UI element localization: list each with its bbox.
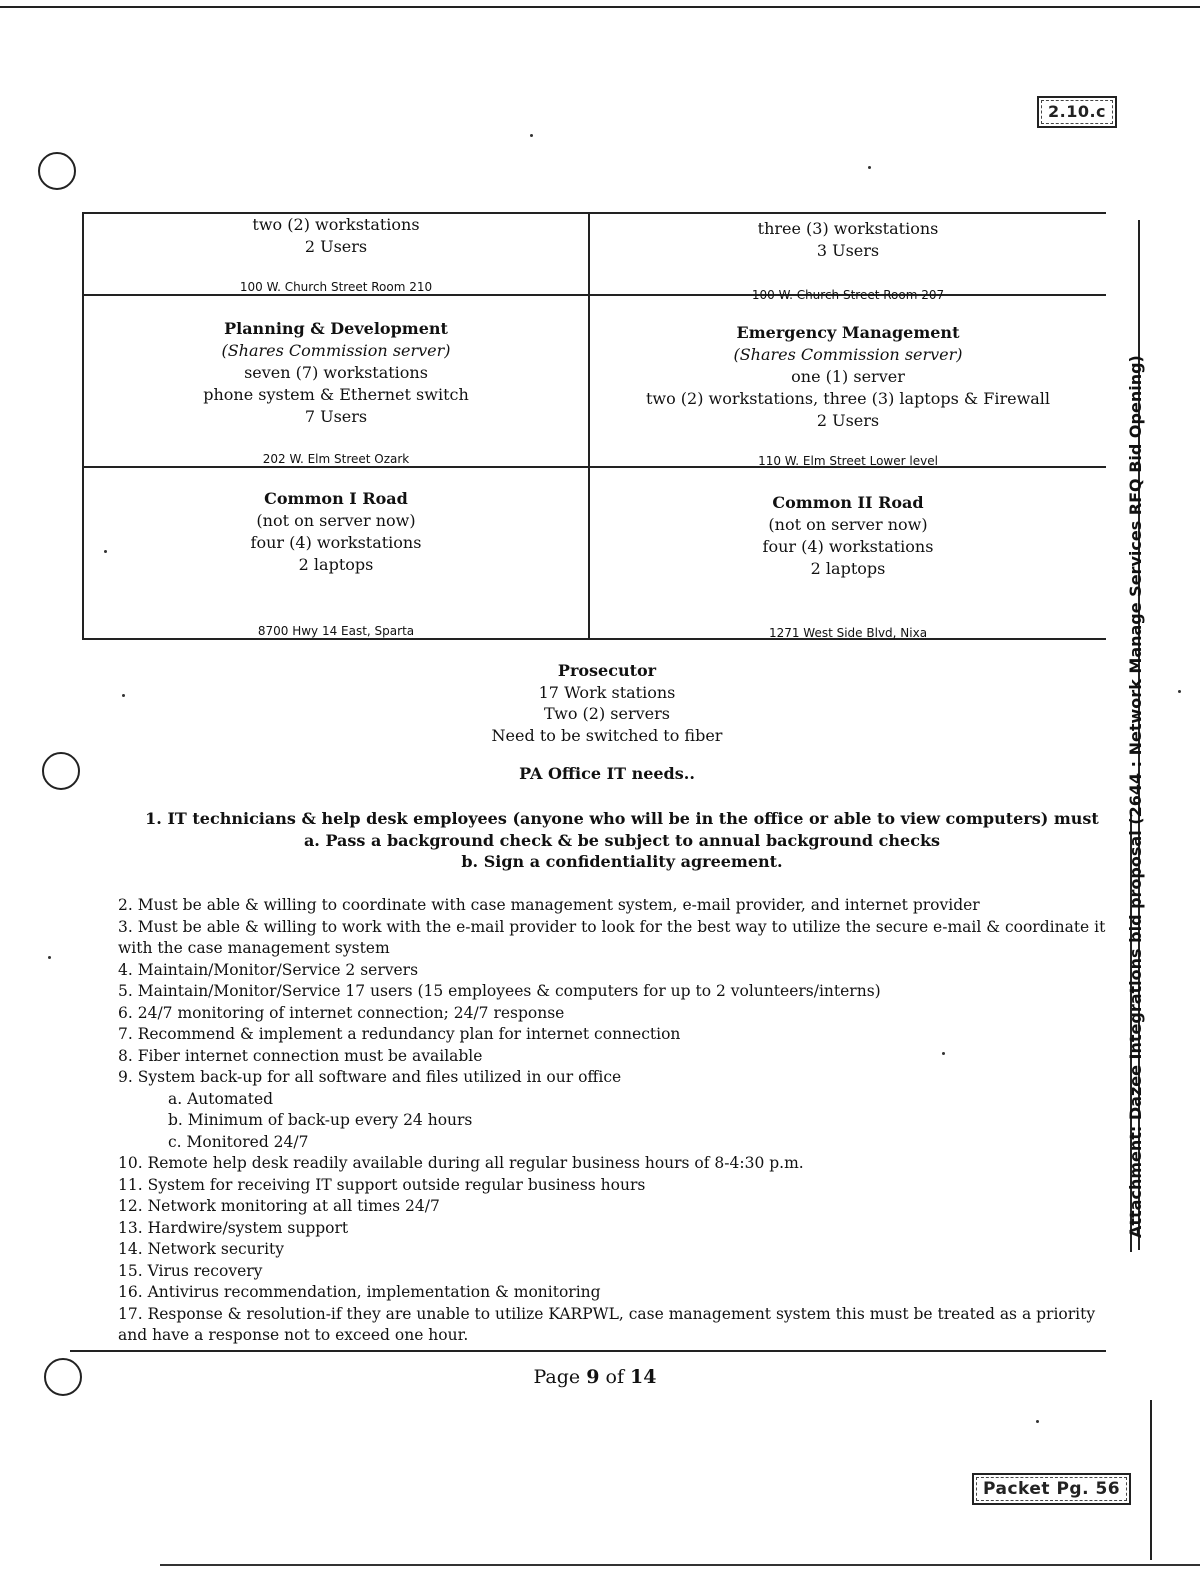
requirement-item: 13. Hardwire/system support xyxy=(118,1218,349,1237)
side-margin-rule xyxy=(1150,1400,1152,1560)
office-table-row xyxy=(82,468,1106,640)
office-name: Emergency Management xyxy=(736,323,960,342)
scan-speck xyxy=(868,166,871,169)
requirement-item: 15. Virus recovery xyxy=(118,1261,263,1280)
office-detail-line: 7 Users xyxy=(304,407,368,426)
office-detail-line: (not on server now) xyxy=(768,515,928,534)
office-detail-line: 3 Users xyxy=(816,241,880,260)
office-address: 202 W. Elm Street Ozark xyxy=(262,452,410,466)
requirement-item: 12. Network monitoring at all times 24/7 xyxy=(118,1197,440,1215)
top-border-rule xyxy=(0,6,1200,8)
requirement-item: 3. Must be able & willing to work with the e-mail provider to look for the best way to utilize the secure e-mail & coordinate it with the case management system xyxy=(118,917,1106,957)
office-detail-line: four (4) workstations xyxy=(250,533,422,552)
scan-speck xyxy=(48,956,51,959)
page-number-label: Page xyxy=(533,1366,581,1388)
office-detail-line: 2 laptops xyxy=(298,555,374,574)
office-cell xyxy=(82,296,590,466)
office-cell xyxy=(590,214,1106,302)
office-note: (Shares Commission server) xyxy=(733,345,963,364)
office-table-row xyxy=(82,296,1106,468)
requirement-item: 2. Must be able & willing to coordinate with case management system, e-mail provider, and internet provider xyxy=(118,896,980,914)
office-table-row xyxy=(82,212,1106,302)
page-number-total: 14 xyxy=(630,1366,657,1388)
requirement-item: 7. Recommend & implement a redundancy plan for internet connection xyxy=(118,1025,681,1043)
header-stamp-text: 2.10.c xyxy=(1041,100,1113,124)
requirement-item: 9. System back-up for all software and files utilized in our office xyxy=(118,1068,622,1086)
page-number xyxy=(0,1366,1190,1388)
office-detail-line: (not on server now) xyxy=(256,511,416,530)
office-address: 110 W. Elm Street Lower level xyxy=(758,454,938,468)
prosecutor-detail-line: 17 Work stations xyxy=(538,682,676,702)
attachment-side-label: Attachment: Dazee Integrations bid proposal (2644 : Network Manage Services RFQ Bid Opening) xyxy=(1126,355,1145,1238)
prosecutor-section xyxy=(82,660,1132,746)
office-address: 8700 Hwy 14 East, Sparta xyxy=(257,624,415,638)
scan-speck xyxy=(122,694,125,697)
office-cell xyxy=(590,296,1106,466)
binder-hole-icon xyxy=(42,752,80,790)
office-name: Common I Road xyxy=(264,489,408,508)
office-name: Common II Road xyxy=(772,493,924,512)
scan-speck xyxy=(104,550,107,553)
pa-office-title: PA Office IT needs.. xyxy=(519,764,695,783)
office-name: Planning & Development xyxy=(224,319,448,338)
header-stamp xyxy=(1037,96,1117,128)
office-address: 1271 West Side Blvd, Nixa xyxy=(768,626,928,640)
page-number-current: 9 xyxy=(586,1366,600,1388)
office-detail-line: three (3) workstations xyxy=(757,219,939,238)
office-detail-line: 2 Users xyxy=(816,411,880,430)
requirement-item: 6. 24/7 monitoring of internet connection; 24/7 response xyxy=(118,1003,565,1022)
bottom-border-rule xyxy=(160,1564,1200,1566)
office-detail-line: phone system & Ethernet switch xyxy=(203,385,469,404)
office-cell xyxy=(82,214,590,294)
requirement-item: 14. Network security xyxy=(118,1240,285,1258)
office-address: 100 W. Church Street Room 207 xyxy=(751,288,945,302)
requirement-item: 10. Remote help desk readily available during all regular business hours of 8-4:30 p.m. xyxy=(118,1154,804,1172)
requirement-one xyxy=(82,808,1162,873)
requirement-sub-item: c. Monitored 24/7 xyxy=(168,1132,309,1151)
page-number-of: of xyxy=(605,1366,624,1388)
requirement-line: b. Sign a confidentiality agreement. xyxy=(461,852,783,871)
requirement-item: 4. Maintain/Monitor/Service 2 servers xyxy=(118,960,419,979)
office-address: 100 W. Church Street Room 210 xyxy=(239,280,433,294)
office-detail-line: seven (7) workstations xyxy=(244,363,428,382)
requirements-list xyxy=(118,895,1118,1347)
page-footer-rule xyxy=(70,1350,1106,1352)
requirement-item: 16. Antivirus recommendation, implementation & monitoring xyxy=(118,1283,601,1301)
office-note: (Shares Commission server) xyxy=(221,341,451,360)
requirement-item: 5. Maintain/Monitor/Service 17 users (15 employees & computers for up to 2 volunteers/interns) xyxy=(118,982,881,1000)
office-table xyxy=(82,212,1106,640)
office-detail-line: two (2) workstations, three (3) laptops & Firewall xyxy=(645,389,1051,408)
requirement-item: 8. Fiber internet connection must be available xyxy=(118,1046,483,1065)
requirement-line: a. Pass a background check & be subject to annual background checks xyxy=(303,830,941,850)
office-cell xyxy=(590,468,1106,638)
scan-speck xyxy=(530,134,533,137)
requirement-sub-item: b. Minimum of back-up every 24 hours xyxy=(168,1111,473,1129)
office-detail-line: 2 laptops xyxy=(810,559,886,578)
office-detail-line: one (1) server xyxy=(791,367,905,386)
footer-stamp-text: Packet Pg. 56 xyxy=(976,1477,1127,1501)
scan-speck xyxy=(1178,690,1181,693)
scan-speck xyxy=(942,1052,945,1055)
prosecutor-detail-line: Need to be switched to fiber xyxy=(491,725,723,745)
scan-speck xyxy=(1036,1420,1039,1423)
office-detail-line: four (4) workstations xyxy=(762,537,934,556)
requirement-item: 11. System for receiving IT support outside regular business hours xyxy=(118,1175,646,1194)
office-detail-line: 2 Users xyxy=(304,237,368,256)
office-cell xyxy=(82,468,590,638)
binder-hole-icon xyxy=(38,152,76,190)
footer-stamp xyxy=(972,1473,1131,1505)
requirement-item: 17. Response & resolution-if they are unable to utilize KARPWL, case management system this must be treated as a priority and have a response not to exceed one hour. xyxy=(118,1304,1096,1344)
prosecutor-detail-line: Two (2) servers xyxy=(544,704,670,723)
prosecutor-title: Prosecutor xyxy=(557,661,657,680)
office-detail-line: two (2) workstations xyxy=(252,215,420,234)
requirement-sub-item: a. Automated xyxy=(168,1089,274,1108)
requirement-line: 1. IT technicians & help desk employees (anyone who will be in the office or able to view computers) must xyxy=(145,809,1099,828)
